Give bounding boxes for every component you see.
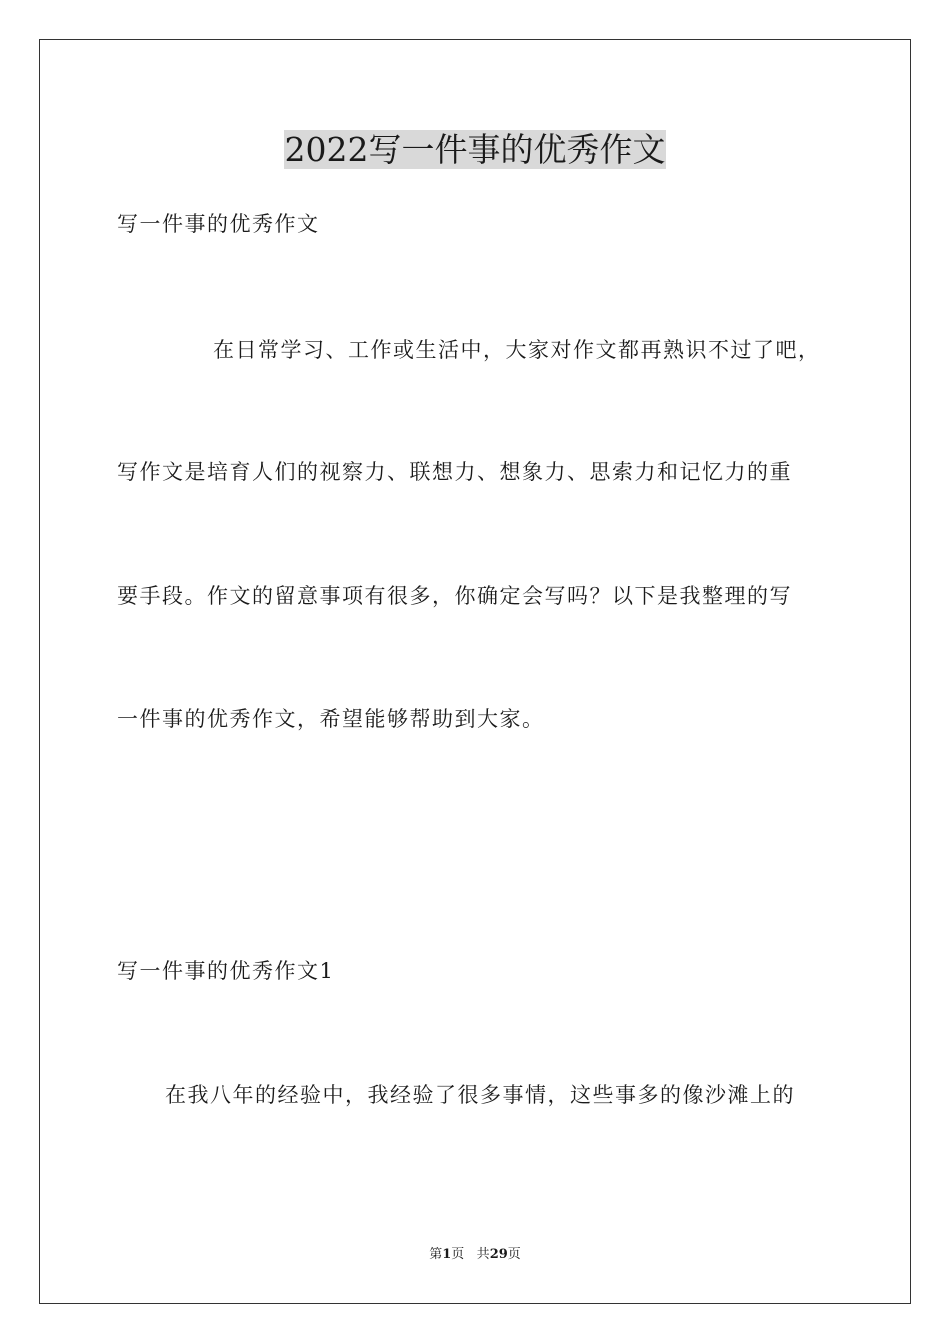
section-line-1: 在我八年的经验中，我经验了很多事情，这些事多的像沙滩上的 <box>165 1083 795 1107</box>
footer-page-suffix: 页 <box>451 1247 465 1262</box>
intro-line-3: 要手段。作文的留意事项有很多，你确定会写吗？以下是我整理的写 <box>117 584 792 608</box>
document-title <box>0 128 950 172</box>
footer-total-prefix: 共 <box>476 1247 490 1262</box>
section-heading: 写一件事的优秀作文1 <box>117 959 335 983</box>
footer-total-suffix: 页 <box>507 1247 521 1262</box>
document-title-text: 2022写一件事的优秀作文 <box>284 130 666 169</box>
intro-line-1: 在日常学习、工作或生活中，大家对作文都再熟识不过了吧， <box>213 338 821 362</box>
footer-page-prefix: 第 <box>429 1247 443 1262</box>
page-footer <box>0 1246 950 1264</box>
intro-line-4: 一件事的优秀作文，希望能够帮助到大家。 <box>117 707 545 731</box>
footer-page-number: 1 <box>442 1247 452 1262</box>
footer-total-pages: 29 <box>489 1247 508 1262</box>
document-subtitle: 写一件事的优秀作文 <box>117 212 320 236</box>
intro-line-2: 写作文是培育人们的视察力、联想力、想象力、思索力和记忆力的重 <box>117 460 792 484</box>
